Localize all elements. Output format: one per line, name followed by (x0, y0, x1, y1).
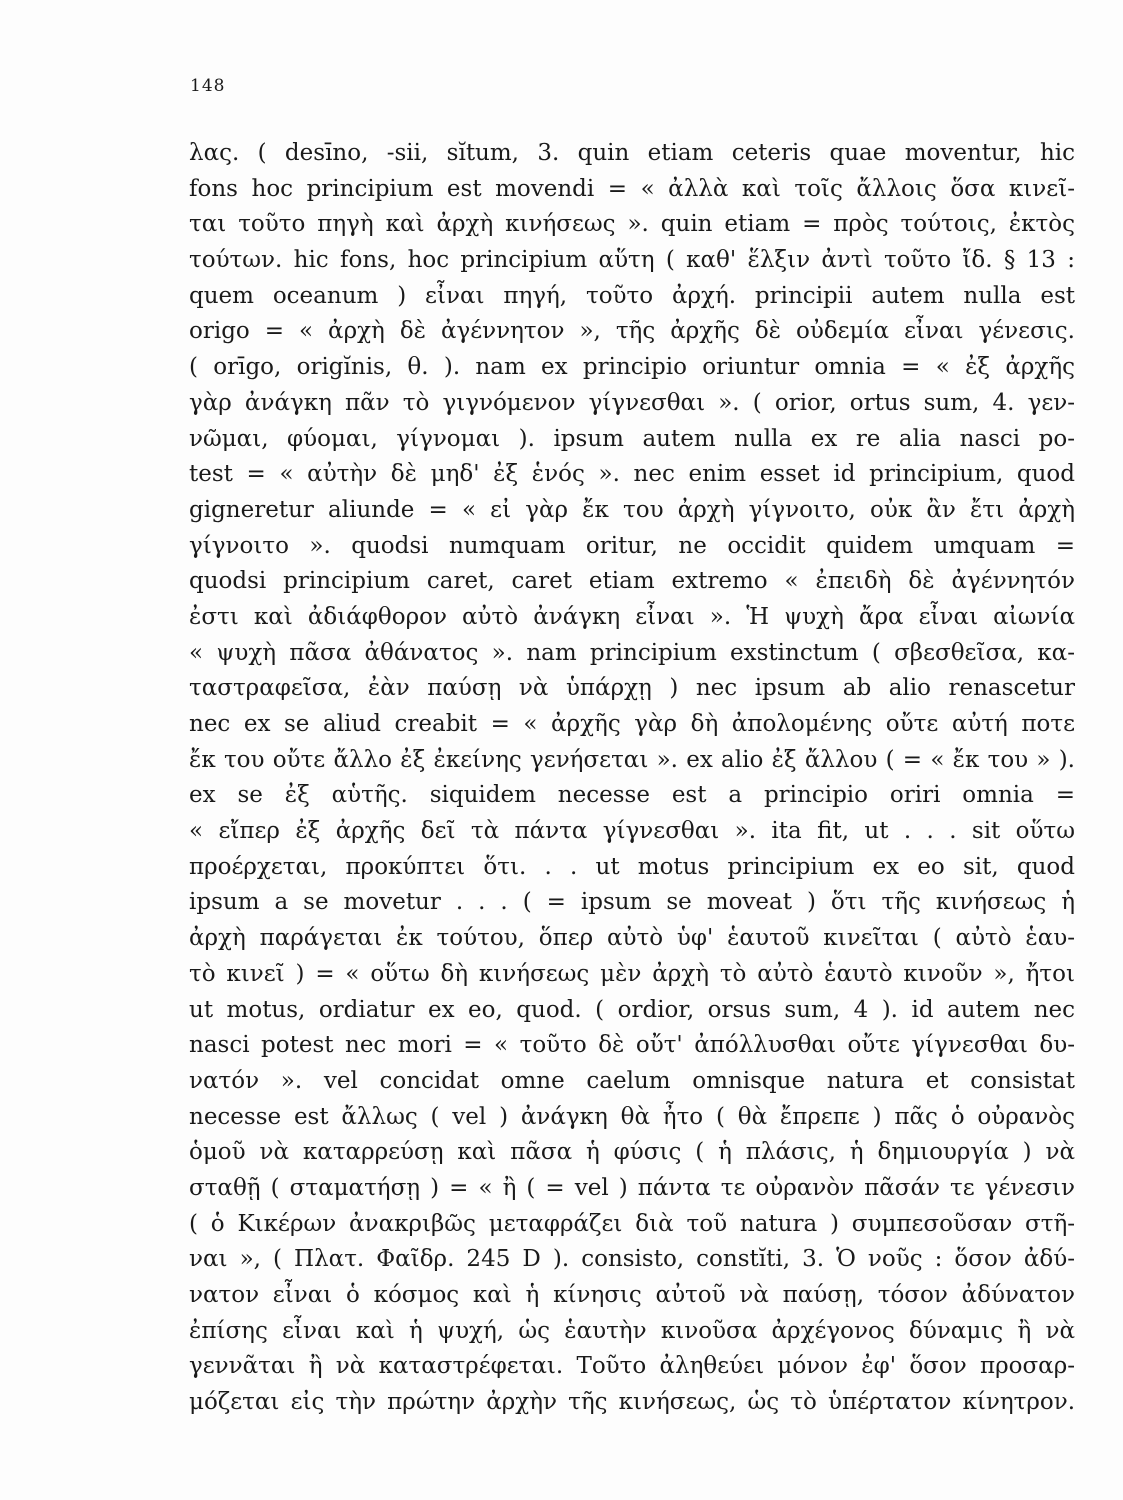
commentary-text (189, 136, 1075, 1421)
text-line: προέρχεται, προκύπτει ὅτι. . . ut motus principium ex eo sit, quod (189, 853, 1075, 880)
text-line: fons hoc principium est movendi = « ἀλλὰ καὶ τοῖς ἄλλοις ὅσα κινεῖ- (189, 175, 1075, 202)
text-line: ex se ἐξ αὑτῆς. siquidem necesse est a principio oriri omnia = (189, 782, 1075, 809)
text-line: nec ex se aliud creabit = « ἀρχῆς γὰρ δὴ ἀπολομένης οὔτε αὐτή ποτε (189, 711, 1075, 737)
text-line: ( orīgo, origĭnis, θ. ). nam ex principio oriuntur omnia = « ἐξ ἀρχῆς (189, 354, 1075, 381)
text-line: origo = « ἀρχὴ δὲ ἀγέννητον », τῆς ἀρχῆς δὲ οὐδεμία εἶναι γένεσις. (189, 318, 1075, 345)
text-line: ἐπίσης εἶναι καὶ ἡ ψυχή, ὡς ἑαυτὴν κινοῦσα ἀρχέγονος δύναμις ἢ νὰ (189, 1317, 1075, 1344)
text-line: necesse est ἄλλως ( vel ) ἀνάγκη θὰ ἦτο ( θὰ ἔπρεπε ) πᾶς ὁ οὐρανὸς (189, 1103, 1075, 1130)
text-line: σταθῇ ( σταματήσῃ ) = « ἢ ( = vel ) πάντα τε οὐρανὸν πᾶσάν τε γένεσιν (189, 1174, 1075, 1201)
text-line: γὰρ ἀνάγκη πᾶν τὸ γιγνόμενον γίγνεσθαι ». ( orior, ortus sum, 4. γεν- (189, 389, 1075, 416)
text-line: ἐστι καὶ ἀδιάφθορον αὐτὸ ἀνάγκη εἶναι ». Ἡ ψυχὴ ἄρα εἶναι αἰωνία (189, 603, 1075, 630)
text-line: νῶμαι, φύομαι, γίγνομαι ). ipsum autem nulla ex re alia nasci po- (189, 425, 1075, 452)
text-line: quodsi principium caret, caret etiam extremo « ἐπειδὴ δὲ ἀγέννητόν (189, 568, 1075, 595)
text-line: ipsum a se movetur . . . ( = ipsum se moveat ) ὅτι τῆς κινήσεως ἡ (189, 889, 1075, 916)
text-line: gigneretur aliunde = « εἰ γὰρ ἔκ του ἀρχὴ γίγνοιτο, οὐκ ἂν ἔτι ἀρχὴ (189, 496, 1075, 523)
text-line: ἀρχὴ παράγεται ἐκ τούτου, ὅπερ αὐτὸ ὑφ' ἑαυτοῦ κινεῖται ( αὐτὸ ἑαυ- (189, 925, 1075, 952)
text-line: λας. ( desīno, -sii, sĭtum, 3. quin etiam ceteris quae moventur, hic (189, 140, 1075, 166)
text-line: τὸ κινεῖ ) = « οὕτω δὴ κινήσεως μὲν ἀρχὴ τὸ αὐτὸ ἑαυτὸ κινοῦν », ἤτοι (189, 960, 1075, 987)
text-line: quem oceanum ) εἶναι πηγή, τοῦτο ἀρχή. principii autem nulla est (189, 282, 1075, 309)
page-number: 148 (190, 76, 226, 96)
text-line: ται τοῦτο πηγὴ καὶ ἀρχὴ κινήσεως ». quin etiam = πρὸς τούτοις, ἐκτὸς (189, 211, 1075, 238)
text-line: γίγνοιτο ». quodsi numquam oritur, ne occidit quidem umquam = (189, 532, 1075, 559)
text-line: test = « αὐτὴν δὲ μηδ' ἐξ ἑνός ». nec enim esset id principium, quod (189, 461, 1075, 488)
text-line: « εἴπερ ἐξ ἀρχῆς δεῖ τὰ πάντα γίγνεσθαι ». ita fit, ut . . . sit οὕτω (189, 818, 1075, 845)
text-line: « ψυχὴ πᾶσα ἀθάνατος ». nam principium exstinctum ( σβεσθεῖσα, κα- (189, 639, 1075, 666)
text-line: νατον εἶναι ὁ κόσμος καὶ ἡ κίνησις αὐτοῦ νὰ παύσῃ, τόσον ἀδύνατον (189, 1282, 1075, 1308)
text-line: nasci potest nec mori = « τοῦτο δὲ οὔτ' ἀπόλλυσθαι οὔτε γίγνεσθαι δυ- (189, 1032, 1075, 1059)
text-line: τούτων. hic fons, hoc principium αὕτη ( καθ' ἕλξιν ἀντὶ τοῦτο ἴδ. § 13 : (189, 247, 1075, 274)
text-line: γεννᾶται ἢ νὰ καταστρέφεται. Τοῦτο ἀληθεύει μόνον ἐφ' ὅσον προσαρ- (189, 1353, 1075, 1380)
text-line: ut motus, ordiatur ex eo, quod. ( ordior, orsus sum, 4 ). id autem nec (189, 996, 1075, 1023)
text-line: ( ὁ Κικέρων ἀνακριβῶς μεταφράζει διὰ τοῦ natura ) συμπεσοῦσαν στῆ- (189, 1210, 1075, 1237)
text-line: μόζεται εἰς τὴν πρώτην ἀρχὴν τῆς κινήσεως, ὡς τὸ ὑπέρτατον κίνητρον. (189, 1389, 1075, 1416)
text-line: ἔκ του οὔτε ἄλλο ἐξ ἐκείνης γενήσεται ». ex alio ἐξ ἄλλου ( = « ἔκ του » ). (189, 746, 1075, 773)
text-line: ὁμοῦ νὰ καταρρεύσῃ καὶ πᾶσα ἡ φύσις ( ἡ πλάσις, ἡ δημιουργία ) νὰ (189, 1139, 1075, 1166)
text-line: νατόν ». vel concidat omne caelum omnisque natura et consistat (189, 1067, 1075, 1094)
text-line: ταστραφεῖσα, ἐὰν παύσῃ νὰ ὑπάρχῃ ) nec ipsum ab alio renascetur (189, 675, 1075, 702)
text-line: ναι », ( Πλατ. Φαῖδρ. 245 D ). consisto, constĭti, 3. Ὁ νοῦς : ὅσον ἀδύ- (189, 1246, 1075, 1273)
